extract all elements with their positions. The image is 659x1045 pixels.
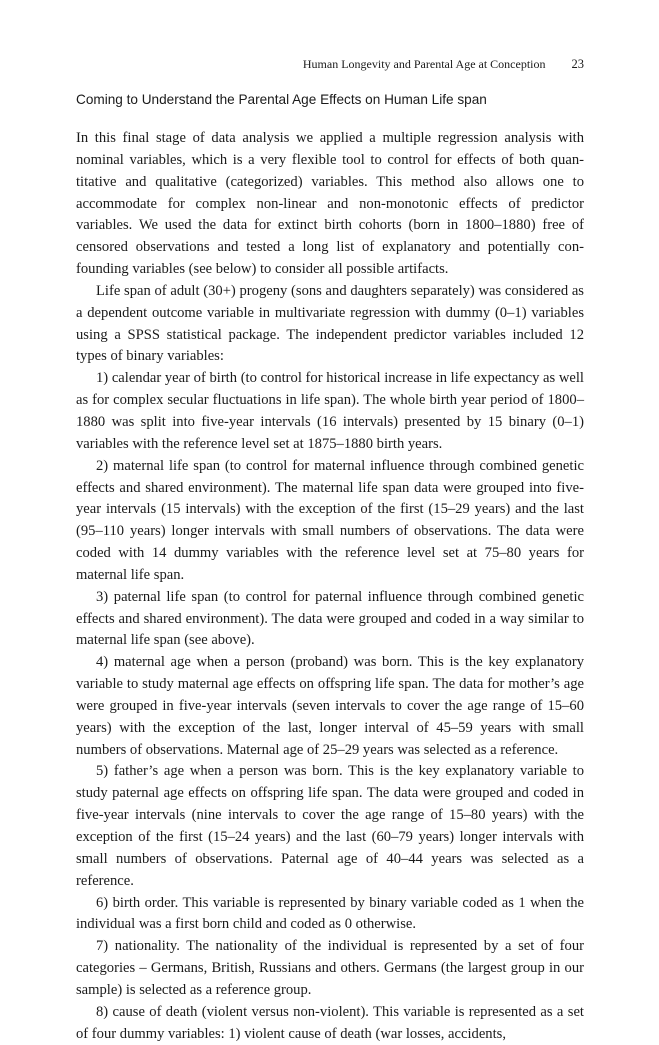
paragraph-item-3-paternal-life-span: 3) paternal life span (to control for paternal influence through combined genetic effects and shared environment). The data were grouped and coded in a way similar to maternal life span (see above). (76, 588, 584, 649)
book-page (76, 0, 584, 1042)
page-number: 23 (571, 57, 584, 71)
running-header (76, 57, 584, 71)
paragraph-intro: In this final stage of data analysis we applied a multiple regression analysis with nominal variables, which is a very flexible tool to control for effects of both quantitative and qualitative (categorized) variables. This method also allows one to accommodate for complex non-linear and non-monotonic effects of predictor variables. We used the data for extinct birth cohorts (born in 1800–1880) free of censored observations and tested a long list of explanatory and potentially confounding variables (see below) to consider all possible artifacts. (76, 130, 584, 278)
paragraph-outcome-variable: Life span of adult (30+) progeny (sons and daughters separately) was considered as a dependent outcome variable in multivariate regression with dummy (0–1) variables using a SPSS statistical package. The independent predictor variables included 12 types of binary variables: (76, 282, 584, 365)
paragraph-item-8-cause-of-death: 8) cause of death (violent versus non-violent). This variable is represented as a set of four dummy variables: 1) violent cause of death (war losses, accidents, (76, 1003, 584, 1042)
paragraph-item-4-maternal-age: 4) maternal age when a person (proband) was born. This is the key explanatory variable to study maternal age effects on offspring life span. The data for mother’s age were grouped in five-year intervals (seven intervals to cover the age range of 15–60 years) with the exception of the last, longer interval of 45–59 years with small numbers of observations. Maternal age of 25–29 years was selected as a reference. (76, 654, 584, 758)
running-title: Human Longevity and Parental Age at Conception (302, 57, 546, 71)
paragraph-item-1-birth-year: 1) calendar year of birth (to control for historical increase in life expectancy as well as for complex secular fluctuations in life span). The whole birth year period of 1800–1880 was split into five-year intervals (16 intervals) presented by 15 binary (0–1) variables with the reference level set at 1875–1880 birth years. (76, 370, 584, 452)
section-heading: Coming to Understand the Parental Age Effects on Human Life span (76, 92, 487, 107)
paragraph-item-2-maternal-life-span: 2) maternal life span (to control for maternal influence through combined genetic effects and shared environment). The maternal life span data were grouped into five-year intervals (15 intervals) with the exception of the first (15–29 years) and the last (95–110 years) longer intervals with small numbers of observations. The data were coded with 14 dummy variables with the reference level set at 75–80 years for maternal life span. (76, 457, 584, 583)
paragraph-item-7-nationality: 7) nationality. The nationality of the individual is represented by a set of four categories – Germans, British, Russians and others. Germans (the largest group in our sample) is selected as a reference group. (76, 938, 584, 998)
paragraph-item-6-birth-order: 6) birth order. This variable is represented by binary variable coded as 1 when the individual was a first born child and coded as 0 otherwise. (76, 894, 584, 933)
paragraph-item-5-paternal-age: 5) father’s age when a person was born. This is the key explanatory variable to study paternal age effects on offspring life span. The data were grouped and coded in five-year intervals (nine intervals to cover the age range of 15–80 years) with the exception of the first (15–24 years) and the last (60–79 years) longer intervals with small numbers of observations. Paternal age of 40–44 years was selected as a reference. (76, 763, 584, 889)
body-text (76, 128, 584, 1045)
